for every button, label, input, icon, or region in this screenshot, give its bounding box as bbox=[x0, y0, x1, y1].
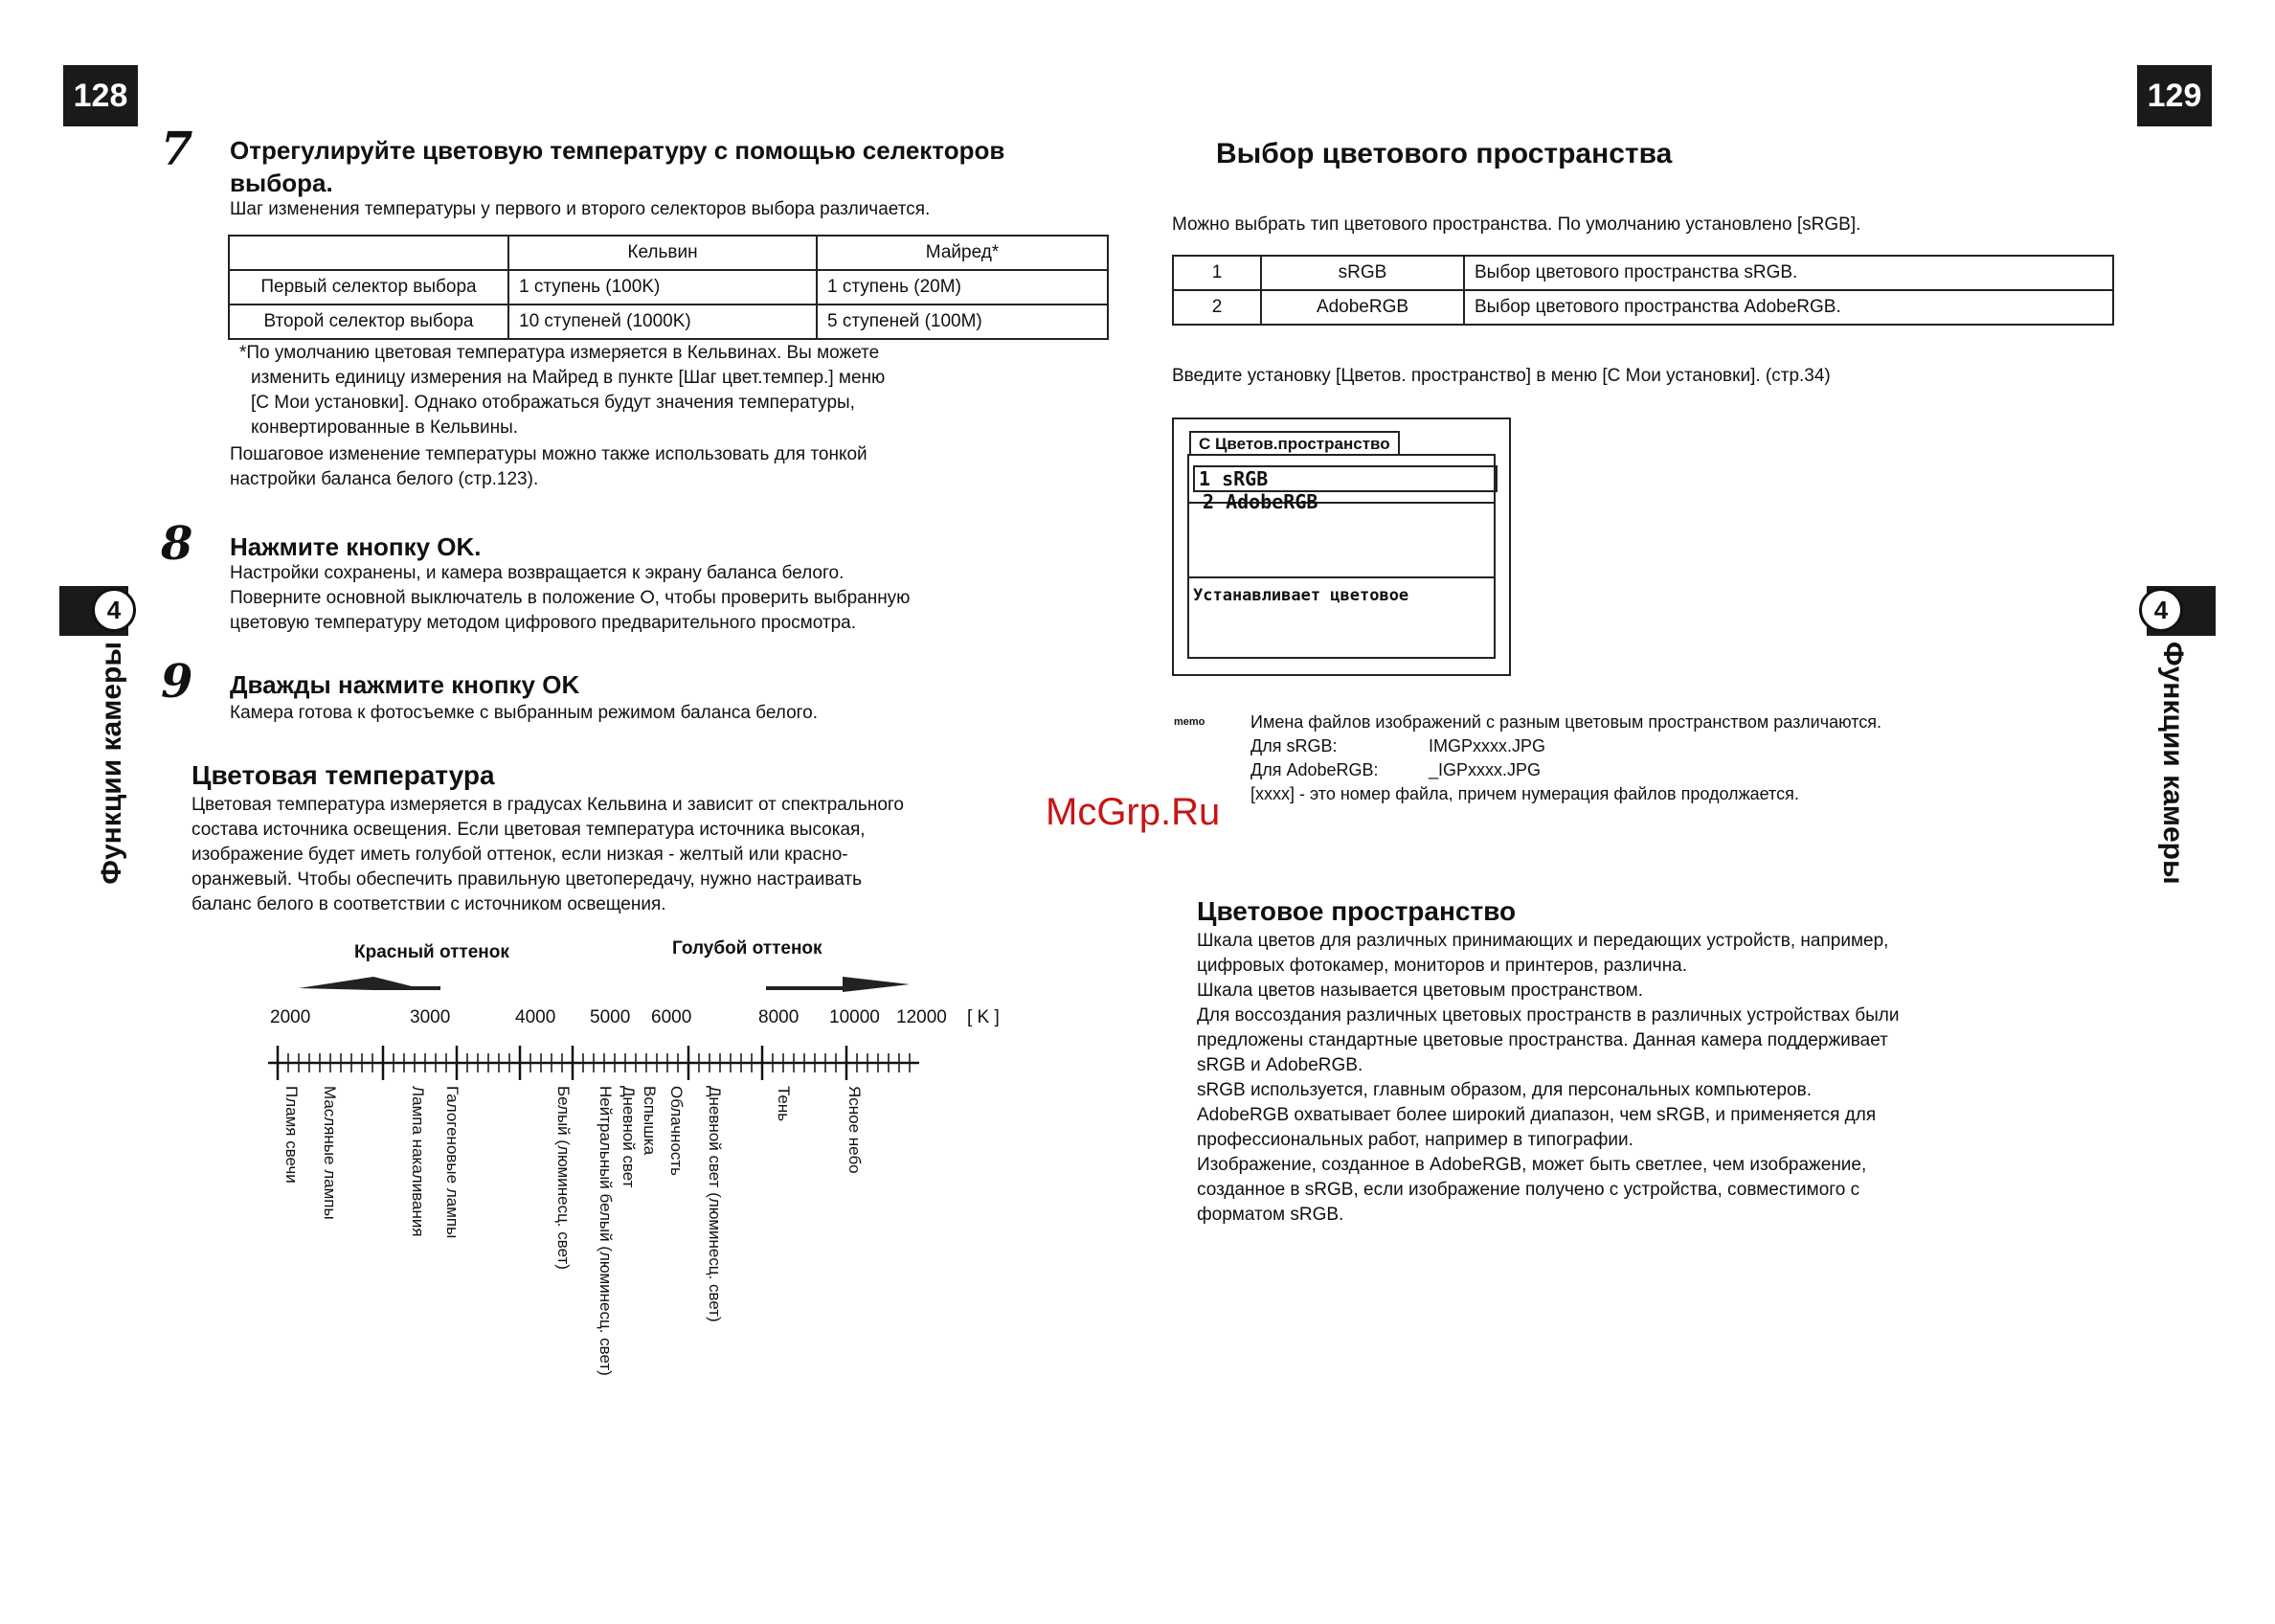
light-source-label: Облачность bbox=[667, 1086, 686, 1177]
page-title: Выбор цветового пространства bbox=[1216, 138, 1673, 169]
color-space-line: AdobeRGB охватывает более широкий диапазон, чем sRGB, и применяется для bbox=[1197, 1105, 1877, 1125]
light-source-label: Пламя свечи bbox=[282, 1086, 301, 1184]
footnote bbox=[239, 341, 885, 440]
step-9-title: Дважды нажмите кнопку OK bbox=[230, 670, 580, 699]
table-row bbox=[229, 270, 1108, 304]
color-temp-line: состава источника освещения. Если цветовая температура источника высокая, bbox=[191, 820, 866, 840]
light-source-label: Лампа накаливания bbox=[409, 1086, 427, 1237]
chapter-number-left: 4 bbox=[92, 588, 136, 632]
menu-description: Устанавливает цветовое bbox=[1193, 586, 1409, 605]
fine-tune-note bbox=[230, 442, 867, 492]
menu-item-srgb[interactable]: 1 sRGB bbox=[1193, 465, 1498, 492]
memo-filename-adobergb: _IGPxxxx.JPG bbox=[1429, 760, 1542, 779]
step-8-line: Настройки сохранены, и камера возвращается к экрану баланса белого. bbox=[230, 563, 845, 583]
memo-line: Для AdobeRGB: _IGPxxxx.JPG bbox=[1250, 760, 1542, 779]
menu-item-adobergb[interactable]: 2 AdobeRGB bbox=[1203, 490, 1318, 513]
chapter-title-left: Функции камеры bbox=[96, 642, 127, 885]
scale-tick-label: 5000 bbox=[590, 1007, 631, 1027]
step-8-title: Нажмите кнопку OK. bbox=[230, 532, 482, 561]
light-source-label: Ясное небо bbox=[845, 1086, 864, 1174]
color-temp-heading: Цветовая температура bbox=[191, 760, 495, 790]
color-space-line: профессиональных работ, например в типографии. bbox=[1197, 1130, 1633, 1150]
menu-instruction: Введите установку [Цветов. пространство] в меню [C Мои установки]. (стр.34) bbox=[1172, 366, 1831, 386]
table-cell: Второй селектор выбора bbox=[229, 304, 508, 339]
light-source-label: Вспышка bbox=[641, 1086, 659, 1156]
color-space-line: созданное в sRGB, если изображение получено с устройства, совместимого с bbox=[1197, 1180, 1860, 1200]
watermark: McGrp.Ru bbox=[1046, 791, 1221, 833]
footnote-line: *По умолчанию цветовая температура измеряется в Кельвинах. Вы можете bbox=[239, 343, 880, 363]
light-source-label: Галогеновые лампы bbox=[443, 1086, 462, 1239]
table-cell: 10 ступеней (1000K) bbox=[508, 304, 817, 339]
scale-tick-label: 4000 bbox=[515, 1007, 556, 1027]
footnote-line: конвертированные в Кельвины. bbox=[251, 417, 519, 438]
red-tint-arrow bbox=[299, 977, 440, 990]
table-header-mired: Майред* bbox=[817, 236, 1108, 270]
memo-filename-srgb: IMGPxxxx.JPG bbox=[1429, 736, 1546, 756]
selector-step-table bbox=[228, 235, 1109, 340]
chapter-title-right: Функции камеры bbox=[2157, 642, 2189, 885]
step-7-number: 7 bbox=[161, 123, 193, 176]
color-temp-line: изображение будет иметь голубой оттенок, если низкая - желтый или красно- bbox=[191, 845, 848, 865]
step-8-line: цветовую температуру методом цифрового предварительного просмотра. bbox=[230, 613, 856, 633]
footnote-line: изменить единицу измерения на Майред в пункте [Шаг цвет.темпер.] меню bbox=[251, 368, 886, 388]
table-cell: 1 bbox=[1173, 256, 1261, 290]
memo-line: Для sRGB: IMGPxxxx.JPG bbox=[1250, 736, 1546, 756]
menu-panel bbox=[1187, 454, 1496, 659]
light-source-label: Белый (люминесц. свет) bbox=[554, 1086, 573, 1270]
memo-icon: memo bbox=[1174, 716, 1205, 728]
color-space-line: предложены стандартные цветовые пространства. Данная камера поддерживает bbox=[1197, 1030, 1888, 1050]
color-space-line: sRGB и AdobeRGB. bbox=[1197, 1055, 1363, 1075]
scale-tick-label: 3000 bbox=[410, 1007, 451, 1027]
scale-tick-label: 10000 bbox=[829, 1007, 880, 1027]
table-row bbox=[229, 304, 1108, 339]
table-cell bbox=[229, 236, 508, 270]
step-8-text bbox=[230, 561, 910, 636]
step-7-title-line2: выбора. bbox=[230, 169, 333, 197]
footnote-line: [C Мои установки]. Однако отображаться будут значения температуры, bbox=[251, 393, 855, 413]
step-8-number: 8 bbox=[161, 517, 193, 571]
camera-menu-screen bbox=[1172, 417, 1511, 676]
color-space-line: sRGB используется, главным образом, для персональных компьютеров. bbox=[1197, 1080, 1813, 1100]
color-space-line: цифровых фотокамер, мониторов и принтеров, различна. bbox=[1197, 956, 1688, 976]
table-cell: 1 ступень (20M) bbox=[817, 270, 1108, 304]
menu-tab-color-space: C Цветов.пространство bbox=[1189, 431, 1400, 456]
step-8-line: Поверните основной выключатель в положение ⭘, чтобы проверить выбранную bbox=[230, 588, 911, 608]
table-cell: AdobeRGB bbox=[1261, 290, 1464, 325]
table-row bbox=[1173, 256, 2113, 290]
chapter-number-right: 4 bbox=[2139, 588, 2183, 632]
table-cell: 1 ступень (100K) bbox=[508, 270, 817, 304]
note-line: настройки баланса белого (стр.123). bbox=[230, 469, 539, 489]
table-cell: Первый селектор выбора bbox=[229, 270, 508, 304]
table-cell: 2 bbox=[1173, 290, 1261, 325]
color-temp-line: баланс белого в соответствии с источником освещения. bbox=[191, 894, 666, 914]
blue-tint-arrow bbox=[766, 977, 910, 992]
step-9-text: Камера готова к фотосъемке с выбранным режимом баланса белого. bbox=[230, 703, 819, 723]
intro-text: Можно выбрать тип цветового пространства. По умолчанию установлено [sRGB]. bbox=[1172, 214, 1861, 235]
menu-divider bbox=[1189, 576, 1494, 578]
light-source-label: Дневной свет bbox=[619, 1086, 638, 1188]
table-cell: sRGB bbox=[1261, 256, 1464, 290]
color-temp-text bbox=[191, 793, 904, 917]
color-space-line: Шкала цветов для различных принимающих и передающих устройств, например, bbox=[1197, 931, 1889, 951]
color-space-heading: Цветовое пространство bbox=[1197, 896, 1517, 926]
color-space-line: Шкала цветов называется цветовым пространством. bbox=[1197, 981, 1644, 1001]
scale-tick-label: 8000 bbox=[758, 1007, 800, 1027]
page-number-right: 129 bbox=[2137, 65, 2212, 126]
color-space-line: Изображение, созданное в AdobeRGB, может быть светлее, чем изображение, bbox=[1197, 1155, 1867, 1175]
color-space-text bbox=[1197, 929, 1899, 1228]
blue-tint-label: Голубой оттенок bbox=[672, 938, 822, 959]
memo-line: Имена файлов изображений с разным цветовым пространством различаются. bbox=[1250, 712, 1881, 732]
light-source-label: Тень bbox=[775, 1086, 793, 1122]
table-header-kelvin: Кельвин bbox=[508, 236, 817, 270]
scale-tick-label: 6000 bbox=[651, 1007, 692, 1027]
color-space-table bbox=[1172, 255, 2114, 326]
table-cell: Выбор цветового пространства AdobeRGB. bbox=[1464, 290, 2113, 325]
color-space-line: форматом sRGB. bbox=[1197, 1205, 1344, 1225]
table-row bbox=[1173, 290, 2113, 325]
step-7-title-line1: Отрегулируйте цветовую температуру с помощью селекторов bbox=[230, 136, 1005, 165]
light-source-label: Масляные лампы bbox=[321, 1086, 339, 1220]
light-source-label: Дневной свет (люминесц. свет) bbox=[706, 1086, 724, 1322]
scale-ticks bbox=[278, 1046, 910, 1080]
page-number-left: 128 bbox=[63, 65, 138, 126]
memo-text bbox=[1250, 710, 1881, 806]
table-header-row bbox=[229, 236, 1108, 270]
scale-tick-label: 2000 bbox=[270, 1007, 311, 1027]
step-9-number: 9 bbox=[161, 655, 193, 709]
step-7-subtitle: Шаг изменения температуры у первого и второго селекторов выбора различается. bbox=[230, 199, 931, 219]
scale-unit: [ K ] bbox=[967, 1007, 1000, 1027]
note-line: Пошаговое изменение температуры можно также использовать для тонкой bbox=[230, 444, 867, 464]
red-tint-label: Красный оттенок bbox=[354, 942, 509, 962]
color-space-line: Для воссоздания различных цветовых пространств в различных устройствах были bbox=[1197, 1005, 1900, 1026]
color-temp-line: оранжевый. Чтобы обеспечить правильную цветопередачу, нужно настраивать bbox=[191, 869, 862, 890]
light-source-label: Нейтральный белый (люминесц. свет) bbox=[597, 1086, 615, 1376]
table-cell: Выбор цветового пространства sRGB. bbox=[1464, 256, 2113, 290]
memo-line: [xxxx] - это номер файла, причем нумерация файлов продолжается. bbox=[1250, 784, 1799, 803]
table-cell: 5 ступеней (100M) bbox=[817, 304, 1108, 339]
scale-tick-label: 12000 bbox=[896, 1007, 947, 1027]
color-temp-line: Цветовая температура измеряется в градусах Кельвина и зависит от спектрального bbox=[191, 795, 904, 815]
